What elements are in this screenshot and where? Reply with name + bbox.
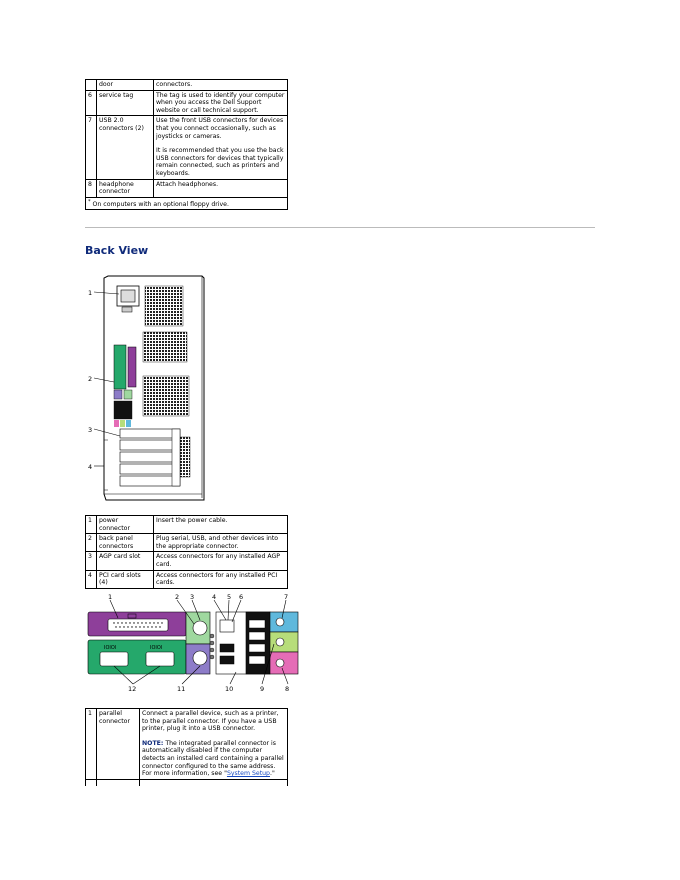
row-number: 2 bbox=[86, 534, 97, 552]
footnote-mark: * bbox=[88, 198, 91, 205]
row-description: Plug serial, USB, and other devices into the appropriate connector. bbox=[154, 534, 288, 552]
row-number: 3 bbox=[86, 552, 97, 570]
serial-connectors bbox=[114, 345, 126, 389]
diagnostic-lights bbox=[210, 634, 214, 659]
row-name: USB 2.0 connectors (2) bbox=[97, 116, 154, 179]
pci-card-slot bbox=[120, 464, 180, 474]
callout-label: 4 bbox=[88, 463, 93, 471]
usb-port bbox=[249, 632, 265, 640]
serial-port-1 bbox=[100, 652, 128, 666]
row-name: back panel connectors bbox=[97, 534, 154, 552]
row-description: connectors. bbox=[154, 80, 288, 91]
usb-port bbox=[249, 656, 265, 664]
callout-label: 2 bbox=[88, 375, 93, 383]
keyboard-connector bbox=[193, 651, 207, 665]
vent bbox=[143, 376, 189, 416]
table-row bbox=[86, 552, 288, 570]
row-description: Insert the power cable. bbox=[154, 516, 288, 534]
table-row bbox=[86, 90, 288, 116]
row-description-part1: Use the front USB connectors for devices that you connect occasionally, such as joysticks or cameras. bbox=[156, 117, 284, 140]
callout-label: 3 bbox=[88, 426, 93, 434]
row-description-part1: Connect a parallel device, such as a printer, to the parallel connector. If you have a USB printer, plug it into a USB connector. bbox=[142, 710, 279, 733]
mouse-connector bbox=[193, 621, 207, 635]
table-row bbox=[86, 709, 288, 780]
callout-label: 2 bbox=[175, 593, 180, 601]
section-title: Back View bbox=[85, 244, 149, 257]
pci-card-slot bbox=[120, 476, 180, 486]
footnote bbox=[86, 197, 288, 210]
table-row bbox=[86, 779, 288, 786]
back-view-table bbox=[85, 515, 288, 589]
row-description: Access connectors for any installed AGP card. bbox=[154, 552, 288, 570]
callout-label: 7 bbox=[284, 593, 289, 601]
callout-label: 11 bbox=[177, 685, 186, 693]
svg-text:IOIOI: IOIOI bbox=[104, 645, 117, 651]
table-row bbox=[86, 116, 288, 179]
usb-port bbox=[220, 644, 234, 652]
usb-port bbox=[249, 620, 265, 628]
vent bbox=[143, 332, 187, 362]
callout-label: 1 bbox=[88, 289, 93, 297]
row-name: power connector bbox=[97, 516, 154, 534]
parallel-port bbox=[108, 619, 168, 631]
back-panel-connectors-table bbox=[85, 708, 288, 786]
usb-port bbox=[249, 644, 265, 652]
usb-block bbox=[114, 401, 132, 419]
row-number: 6 bbox=[86, 90, 97, 116]
svg-text:IOIOI: IOIOI bbox=[150, 645, 163, 651]
row-description bbox=[140, 709, 288, 780]
callout-label: 5 bbox=[227, 593, 232, 601]
row-name: headphone connector bbox=[97, 179, 154, 197]
row-name: parallel connector bbox=[97, 709, 140, 780]
row-number: 4 bbox=[86, 570, 97, 588]
callout-label: 3 bbox=[190, 593, 195, 601]
row-name: AGP card slot bbox=[97, 552, 154, 570]
table-row bbox=[86, 534, 288, 552]
fan-vent bbox=[145, 286, 183, 326]
callout-label: 12 bbox=[128, 685, 137, 693]
row-number: 1 bbox=[86, 516, 97, 534]
row-number bbox=[86, 779, 97, 786]
section-divider bbox=[85, 227, 595, 228]
note-label: NOTE: bbox=[142, 739, 164, 747]
row-note bbox=[142, 740, 285, 778]
front-view-table bbox=[85, 79, 288, 210]
row-number bbox=[86, 80, 97, 91]
table-row bbox=[86, 516, 288, 534]
serial-port-2 bbox=[146, 652, 174, 666]
row-description: Access connectors for any installed PCI cards. bbox=[154, 570, 288, 588]
row-number: 1 bbox=[86, 709, 97, 780]
table-row bbox=[86, 570, 288, 588]
line-in-connector bbox=[276, 618, 284, 626]
table-row bbox=[86, 179, 288, 197]
row-number: 7 bbox=[86, 116, 97, 179]
callout-label: 1 bbox=[108, 593, 113, 601]
callout-label: 8 bbox=[285, 685, 290, 693]
row-description-part2: It is recommended that you use the back USB connectors for devices that typically remain connected, such as printers and keyboards. bbox=[156, 147, 284, 177]
row-description: The tag is used to identify your computer when you access the Dell Support website or call technical support. bbox=[154, 90, 288, 116]
table-row bbox=[86, 80, 288, 91]
agp-card-slot bbox=[120, 429, 180, 438]
row-description: Attach headphones. bbox=[154, 179, 288, 197]
row-description bbox=[140, 779, 288, 786]
row-name: service tag bbox=[97, 90, 154, 116]
note-text: The integrated parallel connector is automatically disabled if the computer detects an installed card containing a parallel connector configured to the same address. For more information, see " bbox=[142, 739, 284, 778]
row-description bbox=[154, 116, 288, 179]
vent bbox=[180, 437, 190, 477]
note-end: ." bbox=[270, 770, 275, 778]
row-name: door bbox=[97, 80, 154, 91]
footnote-row bbox=[86, 197, 288, 210]
microphone-connector bbox=[276, 659, 284, 667]
footnote-text: On computers with an optional floppy drive. bbox=[92, 200, 229, 208]
row-number: 8 bbox=[86, 179, 97, 197]
callout-label: 4 bbox=[212, 593, 217, 601]
row-name bbox=[97, 779, 140, 786]
system-setup-link[interactable]: System Setup bbox=[226, 770, 270, 778]
pci-card-slot bbox=[120, 452, 180, 462]
parallel-connector bbox=[128, 347, 136, 387]
usb-port bbox=[220, 656, 234, 664]
row-name: PCI card slots (4) bbox=[97, 570, 154, 588]
callout-label: 10 bbox=[225, 685, 234, 693]
back-panel-figure bbox=[86, 592, 302, 696]
callout-label: 6 bbox=[239, 593, 244, 601]
back-view-figure bbox=[84, 272, 214, 504]
callout-label: 9 bbox=[260, 685, 265, 693]
line-out-connector bbox=[276, 638, 284, 646]
pci-card-slot bbox=[120, 440, 180, 450]
